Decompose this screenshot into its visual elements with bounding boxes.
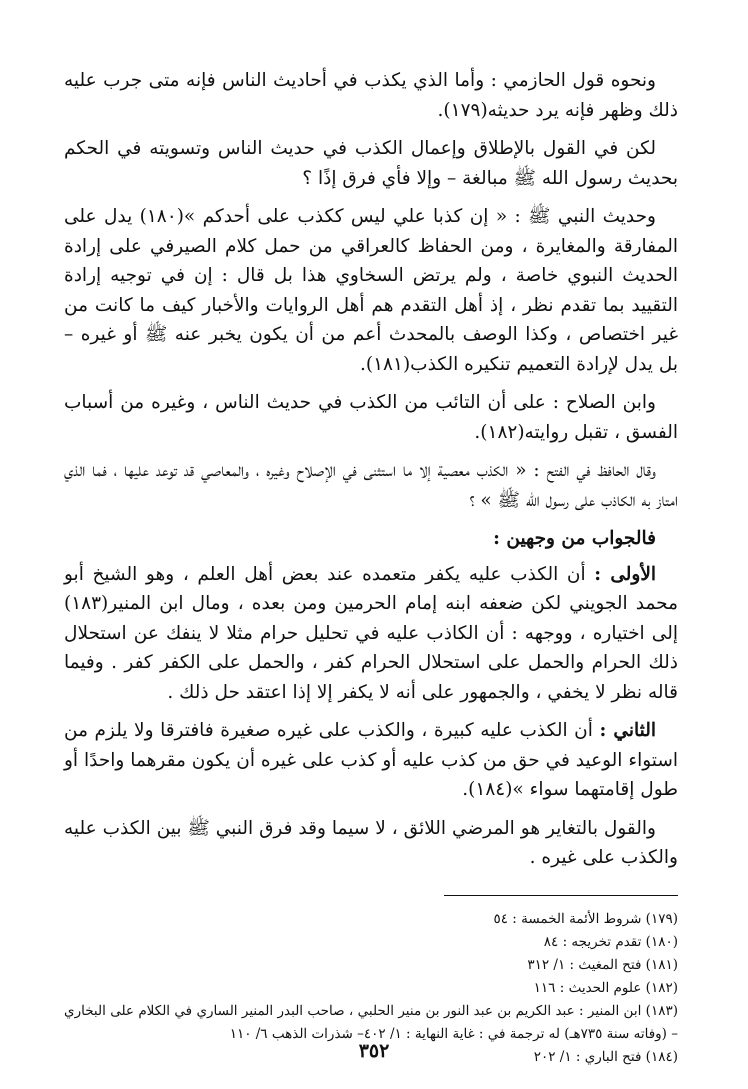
footnote-180: (١٨٠) تقدم تخريجه : ٨٤ [543,933,678,950]
paragraph-hadith: وحديث النبي ﷺ : « إن كذبا علي ليس ككذب على أحدكم »(١٨٠) يدل على المفارقة والمغايرة ، ومن الحفاظ كالعراقي من حمل كلام الصيرفي على إرادة الحديث النبوي خاصة ، ولم يرتض السخاوي هذا بل قال : إن في توجيه إرادة التقييد بما تقدم نظر ، إذ أهل التقدم هم أهل الروايات والأخبار كيف ما كانت من غير اختصاص ، وكذا الوصف بالمحدث أعم من أن يكون يخبر عنه ﷺ أو غيره – بل يدل لإرادة التعميم تنكيره الكذب(١٨١). [64,206,678,375]
point-second-label: الثاني : [599,720,656,741]
footnote-181: (١٨١) فتح المغيث : ١/ ٣١٢ [527,956,678,973]
answer-heading: فالجواب من وجهين : [493,528,656,549]
footnote-182: (١٨٢) علوم الحديث : ١١٦ [533,979,678,996]
paragraph-ibn-salah: وابن الصلاح : على أن التائب من الكذب في حديث الناس ، وغيره من أسباب الفسق ، تقبل روايته(١٨٢). [64,392,678,443]
point-first [64,560,678,708]
page-number: ٣٥٢ [358,1040,390,1062]
footnote-184: (١٨٤) فتح الباري : ١/ ٢٠٢ [533,1048,678,1065]
paragraph-objection: لكن في القول بالإطلاق وإعمال الكذب في حديث الناس وتسويته في الحكم بحديث رسول الله ﷺ مبالغة – وإلا فأي فرق إذًا ؟ [64,138,678,189]
point-first-text: أن الكذب عليه يكفر متعمده عند بعض أهل العلم ، وهو الشيخ أبو محمد الجويني لكن ضعفه ابنه إمام الحرمين ومن بعده ، ومال ابن المنير(١٨٣) إلى اختياره ، ووجهه : أن الكاذب عليه في تحليل حرام مثلا لا ينفك عن استحلال ذلك الحرام والحمل على استحلال الحرام كفر ، والحمل على الكفر كفر . وفيما قاله نظر لا يخفي ، والجمهور على أنه لا يكفر إلا إذا اعتقد حل ذلك . [64,563,678,703]
paragraph-fath: وقال الحافظ في الفتح : « الكذب معصية إلا ما استثنى في الإصلاح وغيره ، والمعاصي قد توعد عليها ، فما الذي امتاز به الكاذب على رسول الله ﷺ » ؟ [64,460,678,511]
point-second [64,716,678,805]
footnote-separator [444,895,678,896]
footnote-183: (١٨٣) ابن المنير : عبد الكريم بن عبد النور بن منير الحلبي ، صاحب البدر المنير الساري في الكلام على البخاري – (وفاته سنة ٧٣٥هـ) له ترجمة في : غاية النهاية : ١/ ٤٠٢– شذرات الذهب ٦/ ١١٠ [64,1002,678,1042]
footnote-179: (١٧٩) شروط الأئمة الخمسة : ٥٤ [493,910,678,927]
point-second-text: أن الكذب عليه كبيرة ، والكذب على غيره صغيرة فافترقا ولا يلزم من استواء الوعيد في حق من كذب عليه أو كذب على غيره أن يكون مقرهما واحدًا أو طول إقامتهما سواء »(١٨٤). [64,720,678,800]
paragraph-closing: والقول بالتغاير هو المرضي اللائق ، لا سيما وقد فرق النبي ﷺ بين الكذب عليه والكذب على غيره . [64,817,678,868]
paragraph-hazimi: ونحوه قول الحازمي : وأما الذي يكذب في أحاديث الناس فإنه متى جرب عليه ذلك وظهر فإنه يرد حديثه(١٧٩). [64,70,678,121]
point-first-label: الأولى : [594,563,657,585]
